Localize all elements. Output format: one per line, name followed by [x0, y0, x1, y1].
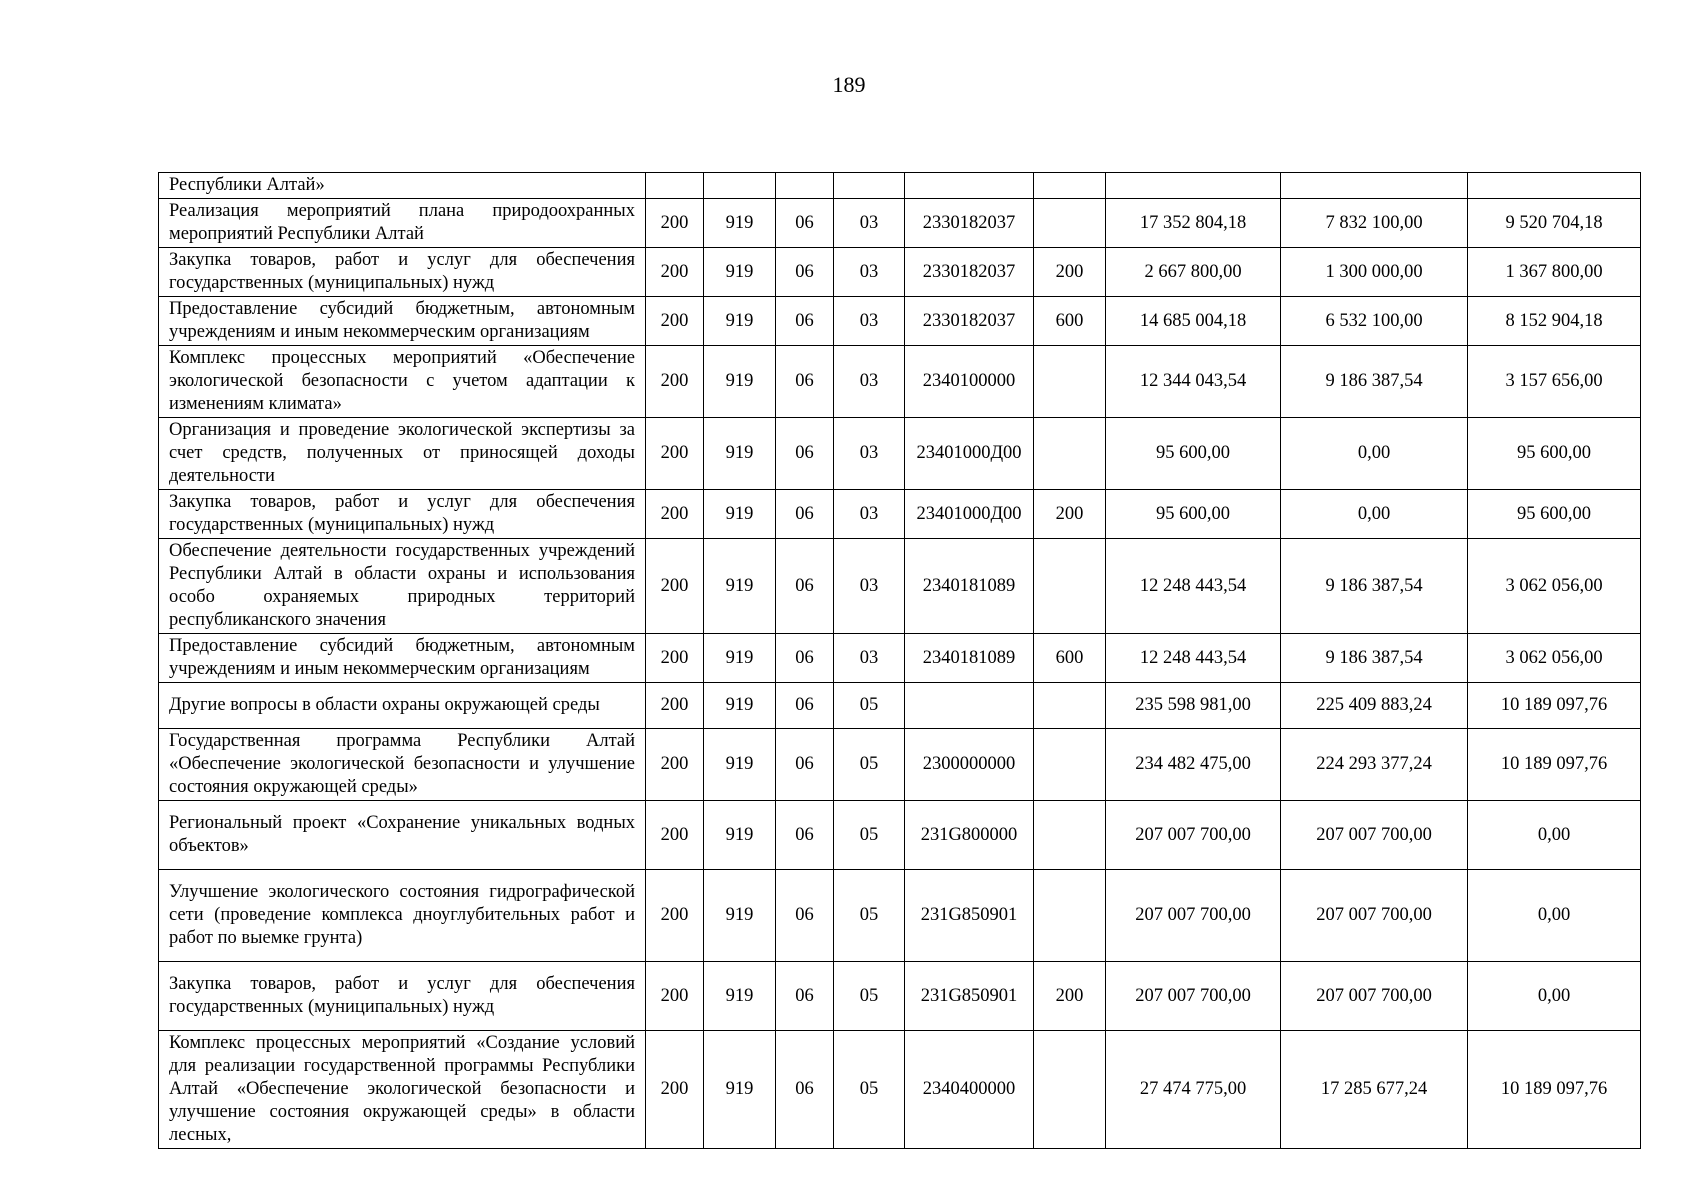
ministry-code: 919 — [704, 297, 776, 346]
division-code: 06 — [776, 297, 834, 346]
row-description: Комплекс процессных мероприятий «Обеспечение экологической безопасности с учетом адаптации к изменениям климата» — [159, 346, 646, 418]
amount-total: 235 598 981,00 — [1106, 683, 1281, 729]
subdivision-code: 03 — [834, 490, 905, 539]
division-code — [776, 173, 834, 199]
expense-type-code — [1034, 1031, 1106, 1149]
section-code: 200 — [646, 1031, 704, 1149]
table-row — [159, 418, 1641, 490]
target-article-code: 2330182037 — [905, 199, 1034, 248]
amount-regional: 3 157 656,00 — [1468, 346, 1641, 418]
subdivision-code: 05 — [834, 801, 905, 870]
budget-table — [158, 172, 1641, 1149]
section-code: 200 — [646, 634, 704, 683]
division-code: 06 — [776, 1031, 834, 1149]
target-article-code — [905, 173, 1034, 199]
amount-total — [1106, 173, 1281, 199]
section-code: 200 — [646, 490, 704, 539]
ministry-code: 919 — [704, 634, 776, 683]
table-row — [159, 297, 1641, 346]
amount-regional: 0,00 — [1468, 962, 1641, 1031]
subdivision-code: 03 — [834, 539, 905, 634]
amount-regional: 3 062 056,00 — [1468, 539, 1641, 634]
table-row — [159, 729, 1641, 801]
division-code: 06 — [776, 962, 834, 1031]
amount-federal: 7 832 100,00 — [1281, 199, 1468, 248]
table-row — [159, 870, 1641, 962]
table-row — [159, 490, 1641, 539]
amount-federal: 224 293 377,24 — [1281, 729, 1468, 801]
table-row — [159, 539, 1641, 634]
page-number: 189 — [832, 72, 866, 97]
amount-regional: 8 152 904,18 — [1468, 297, 1641, 346]
section-code: 200 — [646, 248, 704, 297]
subdivision-code: 03 — [834, 418, 905, 490]
row-description: Обеспечение деятельности государственных учреждений Республики Алтай в области охраны и использования особо охраняемых природных территорий республиканского значения — [159, 539, 646, 634]
amount-total: 2 667 800,00 — [1106, 248, 1281, 297]
amount-federal: 207 007 700,00 — [1281, 962, 1468, 1031]
target-article-code: 23401000Д00 — [905, 490, 1034, 539]
division-code: 06 — [776, 346, 834, 418]
section-code: 200 — [646, 962, 704, 1031]
amount-total: 207 007 700,00 — [1106, 870, 1281, 962]
ministry-code: 919 — [704, 418, 776, 490]
subdivision-code: 05 — [834, 870, 905, 962]
subdivision-code: 03 — [834, 199, 905, 248]
target-article-code: 23401000Д00 — [905, 418, 1034, 490]
subdivision-code: 03 — [834, 634, 905, 683]
row-description: Предоставление субсидий бюджетным, автономным учреждениям и иным некоммерческим организациям — [159, 297, 646, 346]
ministry-code: 919 — [704, 346, 776, 418]
row-description: Реализация мероприятий плана природоохранных мероприятий Республики Алтай — [159, 199, 646, 248]
expense-type-code: 200 — [1034, 962, 1106, 1031]
subdivision-code — [834, 173, 905, 199]
section-code: 200 — [646, 870, 704, 962]
expense-type-code: 200 — [1034, 490, 1106, 539]
amount-regional: 3 062 056,00 — [1468, 634, 1641, 683]
section-code: 200 — [646, 539, 704, 634]
row-description: Предоставление субсидий бюджетным, автономным учреждениям и иным некоммерческим организациям — [159, 634, 646, 683]
amount-federal: 1 300 000,00 — [1281, 248, 1468, 297]
amount-total: 207 007 700,00 — [1106, 801, 1281, 870]
target-article-code: 2340100000 — [905, 346, 1034, 418]
table-row — [159, 683, 1641, 729]
amount-regional: 10 189 097,76 — [1468, 1031, 1641, 1149]
target-article-code: 231G850901 — [905, 870, 1034, 962]
expense-type-code — [1034, 173, 1106, 199]
table-row — [159, 248, 1641, 297]
target-article-code: 2340400000 — [905, 1031, 1034, 1149]
amount-federal: 9 186 387,54 — [1281, 346, 1468, 418]
ministry-code — [704, 173, 776, 199]
ministry-code: 919 — [704, 801, 776, 870]
table-row — [159, 962, 1641, 1031]
division-code: 06 — [776, 683, 834, 729]
ministry-code: 919 — [704, 248, 776, 297]
amount-regional: 0,00 — [1468, 870, 1641, 962]
expense-type-code — [1034, 199, 1106, 248]
section-code — [646, 173, 704, 199]
amount-total: 95 600,00 — [1106, 418, 1281, 490]
division-code: 06 — [776, 729, 834, 801]
subdivision-code: 05 — [834, 729, 905, 801]
amount-federal: 207 007 700,00 — [1281, 801, 1468, 870]
target-article-code: 2330182037 — [905, 248, 1034, 297]
amount-federal: 0,00 — [1281, 490, 1468, 539]
target-article-code: 2300000000 — [905, 729, 1034, 801]
division-code: 06 — [776, 539, 834, 634]
ministry-code: 919 — [704, 199, 776, 248]
table-row — [159, 346, 1641, 418]
amount-federal: 6 532 100,00 — [1281, 297, 1468, 346]
division-code: 06 — [776, 801, 834, 870]
division-code: 06 — [776, 199, 834, 248]
ministry-code: 919 — [704, 683, 776, 729]
section-code: 200 — [646, 297, 704, 346]
section-code: 200 — [646, 199, 704, 248]
row-description: Закупка товаров, работ и услуг для обеспечения государственных (муниципальных) нужд — [159, 490, 646, 539]
table-row — [159, 1031, 1641, 1149]
row-description: Другие вопросы в области охраны окружающей среды — [159, 683, 646, 729]
division-code: 06 — [776, 248, 834, 297]
expense-type-code — [1034, 870, 1106, 962]
subdivision-code: 05 — [834, 683, 905, 729]
amount-regional: 0,00 — [1468, 801, 1641, 870]
table-row — [159, 173, 1641, 199]
ministry-code: 919 — [704, 539, 776, 634]
section-code: 200 — [646, 418, 704, 490]
target-article-code: 2340181089 — [905, 634, 1034, 683]
expense-type-code — [1034, 539, 1106, 634]
amount-total: 95 600,00 — [1106, 490, 1281, 539]
amount-regional: 1 367 800,00 — [1468, 248, 1641, 297]
amount-regional: 10 189 097,76 — [1468, 683, 1641, 729]
expense-type-code — [1034, 801, 1106, 870]
amount-federal: 225 409 883,24 — [1281, 683, 1468, 729]
section-code: 200 — [646, 801, 704, 870]
amount-regional: 95 600,00 — [1468, 418, 1641, 490]
division-code: 06 — [776, 490, 834, 539]
amount-federal: 207 007 700,00 — [1281, 870, 1468, 962]
expense-type-code: 600 — [1034, 634, 1106, 683]
amount-total: 12 248 443,54 — [1106, 634, 1281, 683]
division-code: 06 — [776, 870, 834, 962]
amount-total: 207 007 700,00 — [1106, 962, 1281, 1031]
target-article-code: 2340181089 — [905, 539, 1034, 634]
row-description: Республики Алтай» — [159, 173, 646, 199]
row-description: Комплекс процессных мероприятий «Создание условий для реализации государственной программы Республики Алтай «Обеспечение экологической безопасности и улучшение состояния окружающей среды» в области лесных, — [159, 1031, 646, 1149]
amount-total: 12 248 443,54 — [1106, 539, 1281, 634]
amount-federal: 9 186 387,54 — [1281, 634, 1468, 683]
section-code: 200 — [646, 683, 704, 729]
amount-total: 14 685 004,18 — [1106, 297, 1281, 346]
target-article-code — [905, 683, 1034, 729]
ministry-code: 919 — [704, 870, 776, 962]
ministry-code: 919 — [704, 962, 776, 1031]
amount-regional: 9 520 704,18 — [1468, 199, 1641, 248]
expense-type-code: 200 — [1034, 248, 1106, 297]
amount-total: 234 482 475,00 — [1106, 729, 1281, 801]
table-body — [159, 173, 1641, 1149]
expense-type-code — [1034, 683, 1106, 729]
amount-federal: 17 285 677,24 — [1281, 1031, 1468, 1149]
ministry-code: 919 — [704, 1031, 776, 1149]
subdivision-code: 05 — [834, 962, 905, 1031]
expense-type-code — [1034, 418, 1106, 490]
section-code: 200 — [646, 346, 704, 418]
subdivision-code: 03 — [834, 248, 905, 297]
amount-federal — [1281, 173, 1468, 199]
row-description: Закупка товаров, работ и услуг для обеспечения государственных (муниципальных) нужд — [159, 962, 646, 1031]
expense-type-code: 600 — [1034, 297, 1106, 346]
amount-federal: 9 186 387,54 — [1281, 539, 1468, 634]
section-code: 200 — [646, 729, 704, 801]
expense-type-code — [1034, 346, 1106, 418]
row-description: Улучшение экологического состояния гидрографической сети (проведение комплекса дноуглубительных работ и работ по выемке грунта) — [159, 870, 646, 962]
amount-total: 27 474 775,00 — [1106, 1031, 1281, 1149]
division-code: 06 — [776, 634, 834, 683]
amount-federal: 0,00 — [1281, 418, 1468, 490]
target-article-code: 231G800000 — [905, 801, 1034, 870]
target-article-code: 2330182037 — [905, 297, 1034, 346]
subdivision-code: 03 — [834, 297, 905, 346]
subdivision-code: 05 — [834, 1031, 905, 1149]
amount-total: 17 352 804,18 — [1106, 199, 1281, 248]
target-article-code: 231G850901 — [905, 962, 1034, 1031]
subdivision-code: 03 — [834, 346, 905, 418]
amount-total: 12 344 043,54 — [1106, 346, 1281, 418]
row-description: Государственная программа Республики Алтай «Обеспечение экологической безопасности и улучшение состояния окружающей среды» — [159, 729, 646, 801]
table-row — [159, 801, 1641, 870]
row-description: Региональный проект «Сохранение уникальных водных объектов» — [159, 801, 646, 870]
table-row — [159, 634, 1641, 683]
amount-regional — [1468, 173, 1641, 199]
ministry-code: 919 — [704, 490, 776, 539]
amount-regional: 95 600,00 — [1468, 490, 1641, 539]
table-row — [159, 199, 1641, 248]
expense-type-code — [1034, 729, 1106, 801]
amount-regional: 10 189 097,76 — [1468, 729, 1641, 801]
ministry-code: 919 — [704, 729, 776, 801]
row-description: Организация и проведение экологической экспертизы за счет средств, полученных от приносящей доходы деятельности — [159, 418, 646, 490]
row-description: Закупка товаров, работ и услуг для обеспечения государственных (муниципальных) нужд — [159, 248, 646, 297]
division-code: 06 — [776, 418, 834, 490]
